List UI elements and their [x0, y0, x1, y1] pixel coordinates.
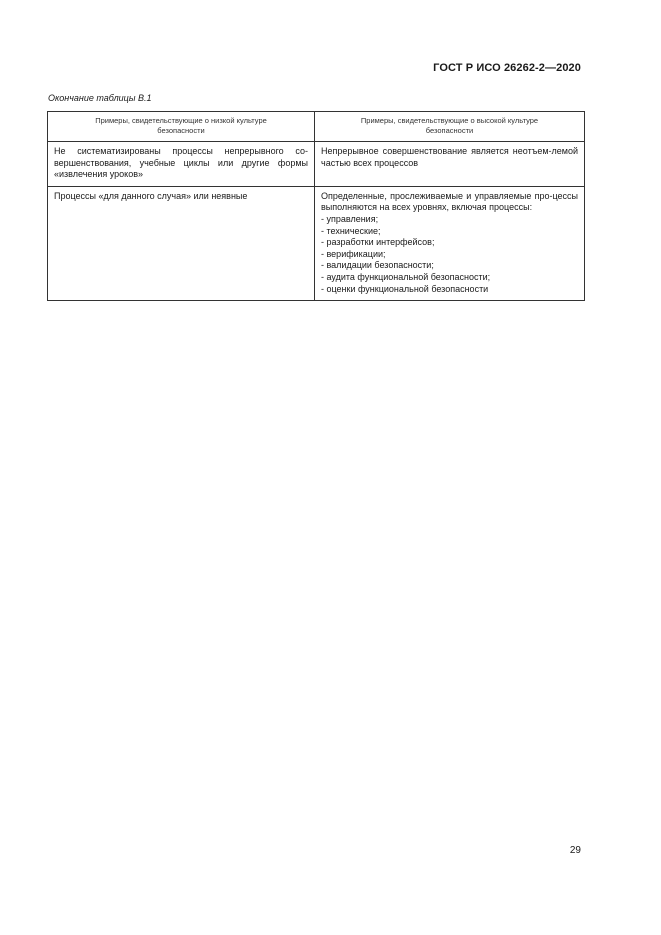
list-item: - технические;	[321, 225, 381, 236]
table-header-row	[48, 112, 585, 142]
column-header-high-culture: Примеры, свидетельствующие о высокой культуре безопасности	[315, 112, 585, 142]
list-item: - верификации;	[321, 248, 386, 259]
table-cell-high: Непрерывное совершенствование является неотъем-лемой частью всех процессов	[315, 142, 585, 187]
list-item: - оценки функциональной безопасности	[321, 283, 489, 294]
cell-intro-text: Определенные, прослеживаемые и управляемые про-цессы выполняются на всех уровнях, включая процессы:	[321, 190, 578, 213]
table-row	[48, 142, 585, 187]
table-row	[48, 186, 585, 300]
list-item: - разработки интерфейсов;	[321, 237, 435, 248]
process-list	[321, 214, 578, 295]
table-cell-low: Процессы «для данного случая» или неявные	[48, 186, 315, 300]
list-item: - аудита функциональной безопасности;	[321, 271, 491, 282]
column-header-low-culture: Примеры, свидетельствующие о низкой культуре безопасности	[48, 112, 315, 142]
table-cell-low: Не систематизированы процессы непрерывного со-вершенствования, учебные циклы или другие формы «извлечения уроков»	[48, 142, 315, 187]
table-cell-high	[315, 186, 585, 300]
page-number: 29	[569, 845, 581, 856]
list-item: - управления;	[321, 213, 379, 224]
document-standard-header: ГОСТ Р ИСО 26262-2—2020	[433, 62, 581, 74]
list-item: - валидации безопасности;	[321, 260, 434, 271]
safety-culture-table	[47, 111, 585, 301]
table-caption: Окончание таблицы В.1	[48, 93, 152, 103]
